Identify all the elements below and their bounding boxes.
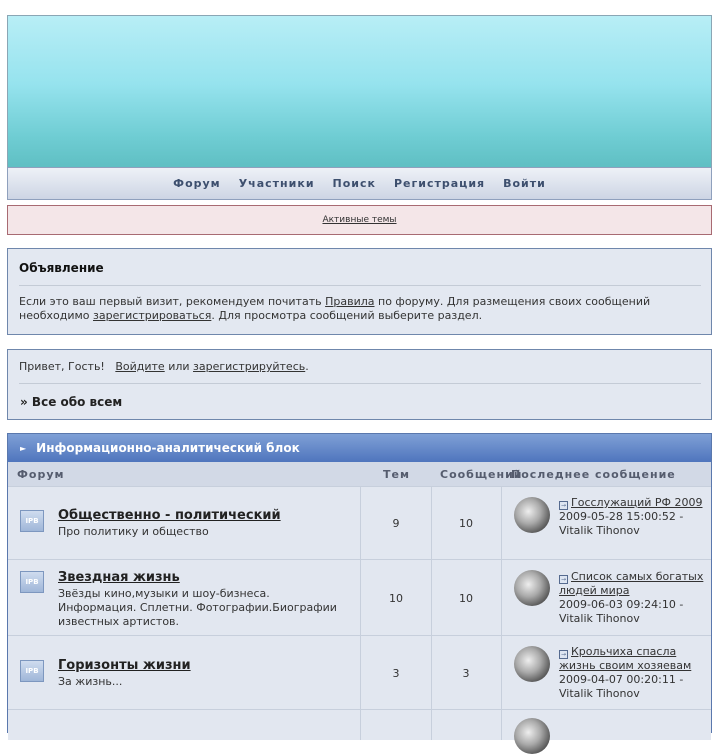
main-navbar bbox=[7, 167, 712, 200]
greeting-line bbox=[19, 360, 309, 373]
topics-count: 10 bbox=[389, 592, 403, 605]
col-posts: Сообщений bbox=[440, 468, 523, 481]
forum-read-icon: IPB bbox=[20, 510, 44, 532]
col-topics: Тем bbox=[383, 468, 410, 481]
last-post-author: Vitalik Tihonov bbox=[559, 524, 640, 537]
cell-divider bbox=[360, 710, 361, 740]
forum-read-icon: IPB bbox=[20, 571, 44, 593]
category-title[interactable]: Информационно-аналитический блок bbox=[36, 441, 300, 455]
divider bbox=[19, 285, 701, 286]
last-post-link[interactable]: Госслужащий РФ 2009 bbox=[571, 496, 703, 509]
forum-title-link[interactable]: Общественно - политический bbox=[58, 508, 281, 523]
posts-count: 10 bbox=[459, 592, 473, 605]
header-banner bbox=[7, 15, 712, 167]
column-headers bbox=[8, 462, 711, 486]
nav-members[interactable]: Участники bbox=[238, 177, 315, 190]
forum-row bbox=[8, 486, 711, 560]
posts-count: 10 bbox=[459, 517, 473, 530]
col-forum: Форум bbox=[17, 468, 65, 481]
nav-search[interactable]: Поиск bbox=[332, 177, 376, 190]
greeting-or: или bbox=[164, 360, 194, 373]
forum-read-icon: IPB bbox=[20, 660, 44, 682]
forum-title-link[interactable]: Горизонты жизни bbox=[58, 658, 191, 673]
avatar[interactable] bbox=[514, 718, 550, 754]
last-post-date: 2009-05-28 15:00:52 - bbox=[559, 510, 684, 523]
nav-register[interactable]: Регистрация bbox=[394, 177, 486, 190]
announcement-panel bbox=[7, 248, 712, 335]
forum-row bbox=[8, 559, 711, 636]
login-link[interactable]: Войдите bbox=[115, 360, 165, 373]
cell-divider bbox=[501, 560, 502, 636]
cell-divider bbox=[501, 487, 502, 560]
announcement-text bbox=[19, 295, 679, 323]
forum-row bbox=[8, 709, 711, 740]
rules-link[interactable]: Правила bbox=[325, 295, 375, 308]
last-post-link[interactable]: Список самых богатых людей мира bbox=[559, 570, 704, 597]
col-last-post: Последнее сообщение bbox=[511, 468, 676, 481]
announcement-title: Объявление bbox=[19, 261, 104, 275]
last-post-icon[interactable]: → bbox=[560, 576, 567, 583]
breadcrumb: » Все обо всем bbox=[20, 395, 123, 409]
last-post-author: Vitalik Tihonov bbox=[559, 687, 640, 700]
greeting-panel bbox=[7, 349, 712, 420]
last-post-icon[interactable]: → bbox=[560, 651, 567, 658]
category-header[interactable] bbox=[8, 434, 711, 462]
divider bbox=[19, 383, 701, 384]
active-topics-bar bbox=[7, 205, 712, 235]
announcement-text-part: Если это ваш первый визит, рекомендуем почитать bbox=[19, 295, 326, 308]
forum-description: За жизнь... bbox=[58, 675, 123, 688]
avatar[interactable] bbox=[514, 646, 550, 682]
forum-description: Звёзды кино,музыки и шоу-бизнеса. Информация. Сплетни. Фотографии.Биографии известных артистов. bbox=[58, 587, 337, 628]
topics-count: 3 bbox=[392, 667, 400, 680]
active-topics-link[interactable]: Активные темы bbox=[322, 215, 397, 225]
last-post-info bbox=[559, 496, 709, 538]
cell-divider bbox=[431, 710, 432, 740]
cell-divider bbox=[501, 636, 502, 710]
topics-count: 9 bbox=[392, 517, 400, 530]
last-post-author: Vitalik Tihonov bbox=[559, 612, 640, 625]
avatar[interactable] bbox=[514, 570, 550, 606]
cell-divider bbox=[501, 710, 502, 740]
greeting-hello: Привет, Гость! bbox=[19, 360, 105, 373]
avatar[interactable] bbox=[514, 497, 550, 533]
category-block bbox=[7, 433, 712, 733]
last-post-link[interactable]: Крольчиха спасла жизнь своим хозяевам bbox=[559, 645, 692, 672]
forum-row bbox=[8, 635, 711, 710]
nav-login[interactable]: Войти bbox=[503, 177, 546, 190]
last-post-date: 2009-06-03 09:24:10 - bbox=[559, 598, 684, 611]
nav-forum[interactable]: Форум bbox=[173, 177, 221, 190]
last-post-info bbox=[559, 570, 709, 626]
last-post-info bbox=[559, 645, 709, 701]
announcement-text-part: по форуму. Для размещения своих сообщений необходимо bbox=[19, 295, 651, 322]
signup-link[interactable]: зарегистрируйтесь bbox=[193, 360, 306, 373]
collapse-triangle-icon[interactable]: ► bbox=[20, 443, 27, 453]
last-post-icon[interactable]: → bbox=[560, 502, 567, 509]
posts-count: 3 bbox=[462, 667, 470, 680]
announcement-text-part: . Для просмотра сообщений выберите раздел. bbox=[211, 309, 483, 322]
greeting-end: . bbox=[305, 360, 309, 373]
forum-title-link[interactable]: Звездная жизнь bbox=[58, 570, 180, 585]
forum-description: Про политику и общество bbox=[58, 525, 209, 538]
register-link[interactable]: зарегистрироваться bbox=[93, 309, 212, 322]
last-post-date: 2009-04-07 00:20:11 - bbox=[559, 673, 684, 686]
